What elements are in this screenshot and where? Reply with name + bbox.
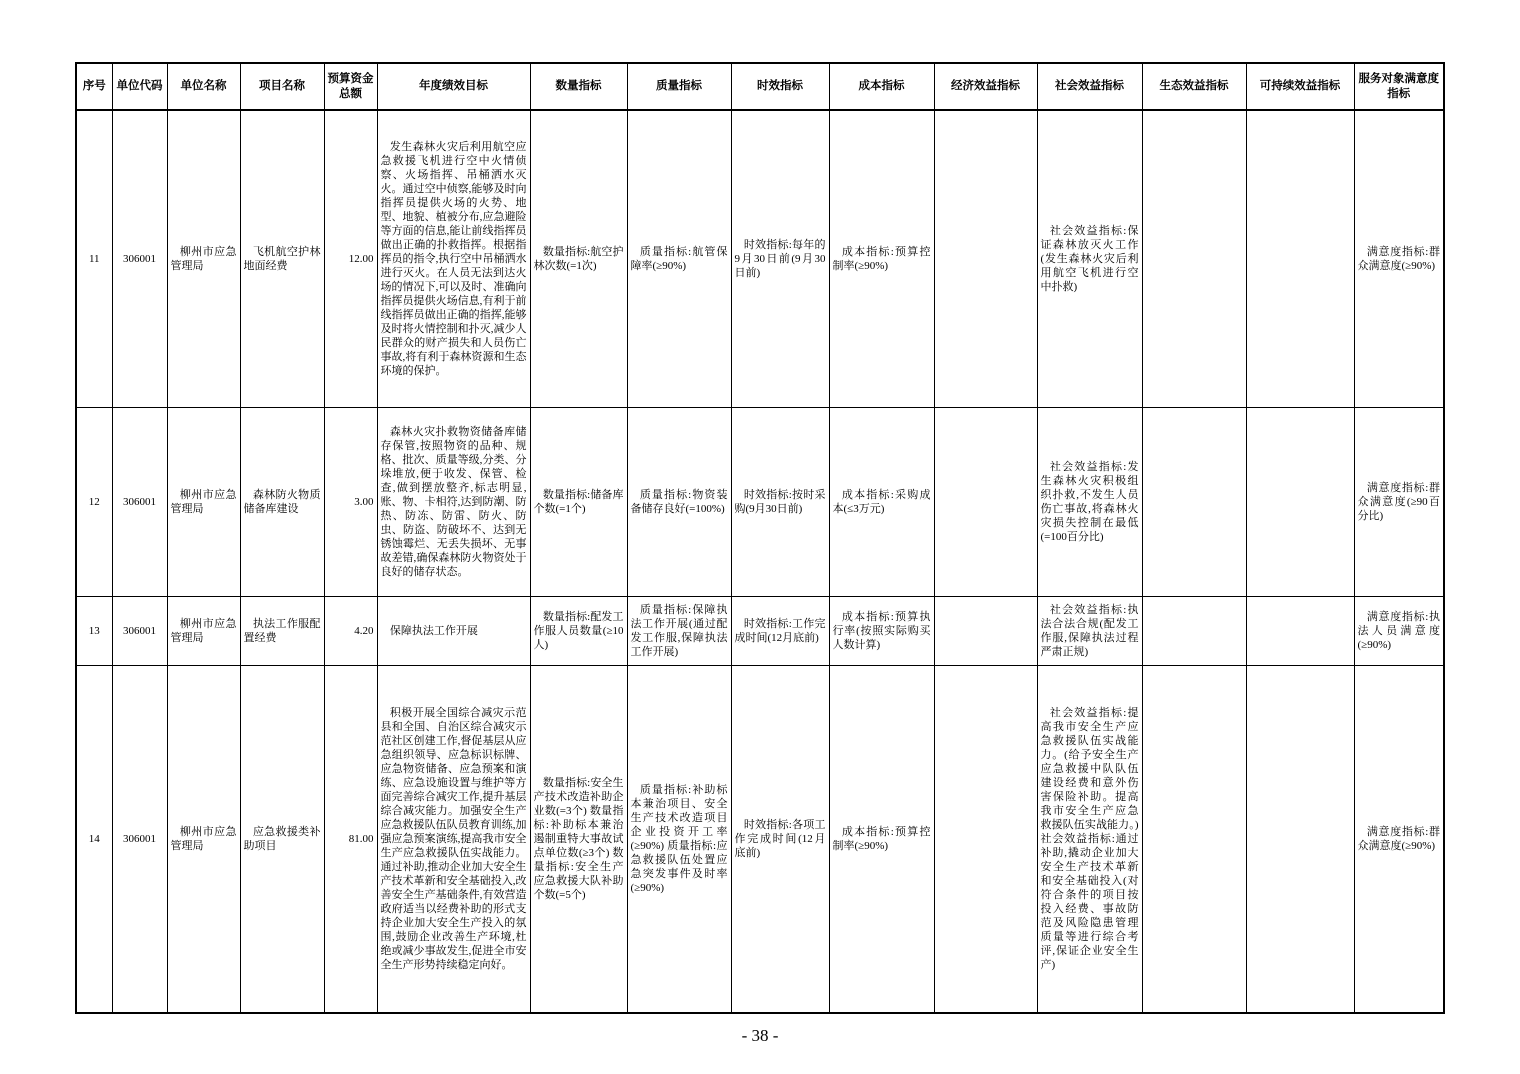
header-budget-total: 预算资金总额 bbox=[324, 63, 377, 110]
cell-cost-indicator: 成本指标:采购成本(≤3万元) bbox=[829, 407, 934, 596]
cell-unit-name: 柳州市应急管理局 bbox=[167, 665, 240, 1013]
cell-economic-indicator bbox=[934, 596, 1037, 665]
cell-unit-name: 柳州市应急管理局 bbox=[167, 407, 240, 596]
cell-project-name: 森林防火物质储备库建设 bbox=[240, 407, 324, 596]
cell-timeliness-indicator: 时效指标:工作完成时间(12月底前) bbox=[731, 596, 829, 665]
cell-economic-indicator bbox=[934, 665, 1037, 1013]
table-row bbox=[76, 110, 1444, 407]
header-satisfaction-indicator: 服务对象满意度指标 bbox=[1354, 63, 1444, 110]
cell-project-name: 应急救援类补助项目 bbox=[240, 665, 324, 1013]
cell-annual-target: 发生森林火灾后利用航空应急救援飞机进行空中火情侦察、火场指挥、吊桶洒水灭火。通过空中侦察,能够及时向指挥员提供火场的火势、地型、地貌、植被分布,应急避险等方面的信息,能让前线指挥员做出正确的扑救指挥。根据指挥员的指令,执行空中吊桶洒水进行灭火。在人员无法到达火场的情况下,可以及时、准确向指挥员提供火场信息,有利于前线指挥员做出正确的指挥,能够及时将火情控制和扑灭,减少人民群众的财产损失和人员伤亡事故,将有利于森林资源和生态环境的保护。 bbox=[377, 110, 530, 407]
cell-social-indicator: 社会效益指标:发生森林火灾积极组织扑救,不发生人员伤亡事故,将森林火灾损失控制在最低(=100百分比) bbox=[1037, 407, 1142, 596]
cell-cost-indicator: 成本指标:预算控制率(≥90%) bbox=[829, 110, 934, 407]
cell-cost-indicator: 成本指标:预算控制率(≥90%) bbox=[829, 665, 934, 1013]
cell-satisfaction-indicator: 满意度指标:群众满意度(≥90百分比) bbox=[1354, 407, 1444, 596]
cell-annual-target: 积极开展全国综合减灾示范县和全国、自治区综合减灾示范社区创建工作,督促基层从应急组织领导、应急标识标牌、应急物资储备、应急预案和演练、应急设施设置与维护等方面完善综合减灾工作,提升基层综合减灾能力。加强安全生产应急救援队伍队员教育训练,加强应急预案演练,提高我市安全生产应急救援队伍实战能力。通过补助,推动企业加大安全生产技术革新和安全基础投入,改善安全生产基础条件,有效营造政府适当以经费补助的形式支持企业加大安全生产投入的氛围,鼓励企业改善生产环境,杜绝或减少事故发生,促进全市安全生产形势持续稳定向好。 bbox=[377, 665, 530, 1013]
header-social-indicator: 社会效益指标 bbox=[1037, 63, 1142, 110]
cell-unit-code: 306001 bbox=[112, 596, 167, 665]
cell-cost-indicator: 成本指标:预算执行率(按照实际购买人数计算) bbox=[829, 596, 934, 665]
cell-ecological-indicator bbox=[1142, 665, 1246, 1013]
cell-unit-name: 柳州市应急管理局 bbox=[167, 596, 240, 665]
page-number: - 38 - bbox=[741, 1026, 779, 1045]
cell-satisfaction-indicator: 满意度指标:群众满意度(≥90%) bbox=[1354, 110, 1444, 407]
cell-ecological-indicator bbox=[1142, 596, 1246, 665]
header-quality-indicator: 质量指标 bbox=[627, 63, 731, 110]
cell-quantity-indicator: 数量指标:配发工作服人员数量(≥10人) bbox=[530, 596, 627, 665]
cell-seq: 11 bbox=[76, 110, 112, 407]
table-row bbox=[76, 407, 1444, 596]
cell-quality-indicator: 质量指标:保障执法工作开展(通过配发工作服,保障执法工作开展) bbox=[627, 596, 731, 665]
cell-satisfaction-indicator: 满意度指标:群众满意度(≥90%) bbox=[1354, 665, 1444, 1013]
header-cost-indicator: 成本指标 bbox=[829, 63, 934, 110]
cell-ecological-indicator bbox=[1142, 407, 1246, 596]
cell-quantity-indicator: 数量指标:安全生产技术改造补助企业数(=3个) 数量指标:补助标本兼治遏制重特大事故试点单位数(≥3个) 数量指标:安全生产应急救援大队补助个数(=5个) bbox=[530, 665, 627, 1013]
cell-quantity-indicator: 数量指标:储备库个数(=1个) bbox=[530, 407, 627, 596]
cell-ecological-indicator bbox=[1142, 110, 1246, 407]
cell-quantity-indicator: 数量指标:航空护林次数(=1次) bbox=[530, 110, 627, 407]
performance-target-table bbox=[75, 62, 1445, 1014]
cell-budget: 3.00 bbox=[324, 407, 377, 596]
cell-timeliness-indicator: 时效指标:各项工作完成时间(12月底前) bbox=[731, 665, 829, 1013]
cell-sustainable-indicator bbox=[1246, 407, 1354, 596]
cell-unit-code: 306001 bbox=[112, 407, 167, 596]
table-row bbox=[76, 596, 1444, 665]
cell-social-indicator: 社会效益指标:提高我市安全生产应急救援队伍实战能力。(给予安全生产应急救援中队队伍建设经费和意外伤害保险补助。提高我市安全生产应急救援队伍实战能力。) 社会效益指标:通过补助,撬动企业加大安全生产技术革新和安全基础投入(对符合条件的项目按投入经费、事故防范及风险隐患管理质量等进行综合考评,保证企业安全生产) bbox=[1037, 665, 1142, 1013]
header-sustainable-indicator: 可持续效益指标 bbox=[1246, 63, 1354, 110]
cell-timeliness-indicator: 时效指标:每年的9月30日前(9月30日前) bbox=[731, 110, 829, 407]
cell-budget: 12.00 bbox=[324, 110, 377, 407]
cell-seq: 14 bbox=[76, 665, 112, 1013]
cell-sustainable-indicator bbox=[1246, 110, 1354, 407]
cell-satisfaction-indicator: 满意度指标:执法人员满意度(≥90%) bbox=[1354, 596, 1444, 665]
header-project-name: 项目名称 bbox=[240, 63, 324, 110]
header-economic-indicator: 经济效益指标 bbox=[934, 63, 1037, 110]
header-ecological-indicator: 生态效益指标 bbox=[1142, 63, 1246, 110]
cell-project-name: 飞机航空护林地面经费 bbox=[240, 110, 324, 407]
cell-budget: 81.00 bbox=[324, 665, 377, 1013]
cell-project-name: 执法工作服配置经费 bbox=[240, 596, 324, 665]
cell-timeliness-indicator: 时效指标:按时采购(9月30日前) bbox=[731, 407, 829, 596]
table-header bbox=[76, 63, 1444, 110]
cell-unit-code: 306001 bbox=[112, 110, 167, 407]
cell-social-indicator: 社会效益指标:执法合法合规(配发工作服,保障执法过程严肃正规) bbox=[1037, 596, 1142, 665]
table-row bbox=[76, 665, 1444, 1013]
header-unit-code: 单位代码 bbox=[112, 63, 167, 110]
cell-quality-indicator: 质量指标:补助标本兼治项目、安全生产技术改造项目企业投资开工率(≥90%) 质量指标:应急救援队伍处置应急突发事件及时率(≥90%) bbox=[627, 665, 731, 1013]
cell-economic-indicator bbox=[934, 407, 1037, 596]
cell-seq: 13 bbox=[76, 596, 112, 665]
cell-social-indicator: 社会效益指标:保证森林放灭火工作(发生森林火灾后利用航空飞机进行空中扑救) bbox=[1037, 110, 1142, 407]
cell-quality-indicator: 质量指标:物资装备储存良好(=100%) bbox=[627, 407, 731, 596]
cell-budget: 4.20 bbox=[324, 596, 377, 665]
cell-sustainable-indicator bbox=[1246, 665, 1354, 1013]
header-quantity-indicator: 数量指标 bbox=[530, 63, 627, 110]
cell-annual-target: 保障执法工作开展 bbox=[377, 596, 530, 665]
header-annual-target: 年度绩效目标 bbox=[377, 63, 530, 110]
header-seq: 序号 bbox=[76, 63, 112, 110]
header-unit-name: 单位名称 bbox=[167, 63, 240, 110]
cell-annual-target: 森林火灾扑救物资储备库储存保管,按照物资的品种、规格、批次、质量等级,分类、分垛堆放,便于收发、保管、检查,做到摆放整齐,标志明显,账、物、卡相符,达到防潮、防热、防冻、防雷、防火、防虫、防盗、防破坏不、达到无锈蚀霉烂、无丢失损坏、无事故差错,确保森林防火物资处于良好的储存状态。 bbox=[377, 407, 530, 596]
cell-sustainable-indicator bbox=[1246, 596, 1354, 665]
cell-economic-indicator bbox=[934, 110, 1037, 407]
header-timeliness-indicator: 时效指标 bbox=[731, 63, 829, 110]
cell-quality-indicator: 质量指标:航管保障率(≥90%) bbox=[627, 110, 731, 407]
cell-seq: 12 bbox=[76, 407, 112, 596]
cell-unit-code: 306001 bbox=[112, 665, 167, 1013]
cell-unit-name: 柳州市应急管理局 bbox=[167, 110, 240, 407]
